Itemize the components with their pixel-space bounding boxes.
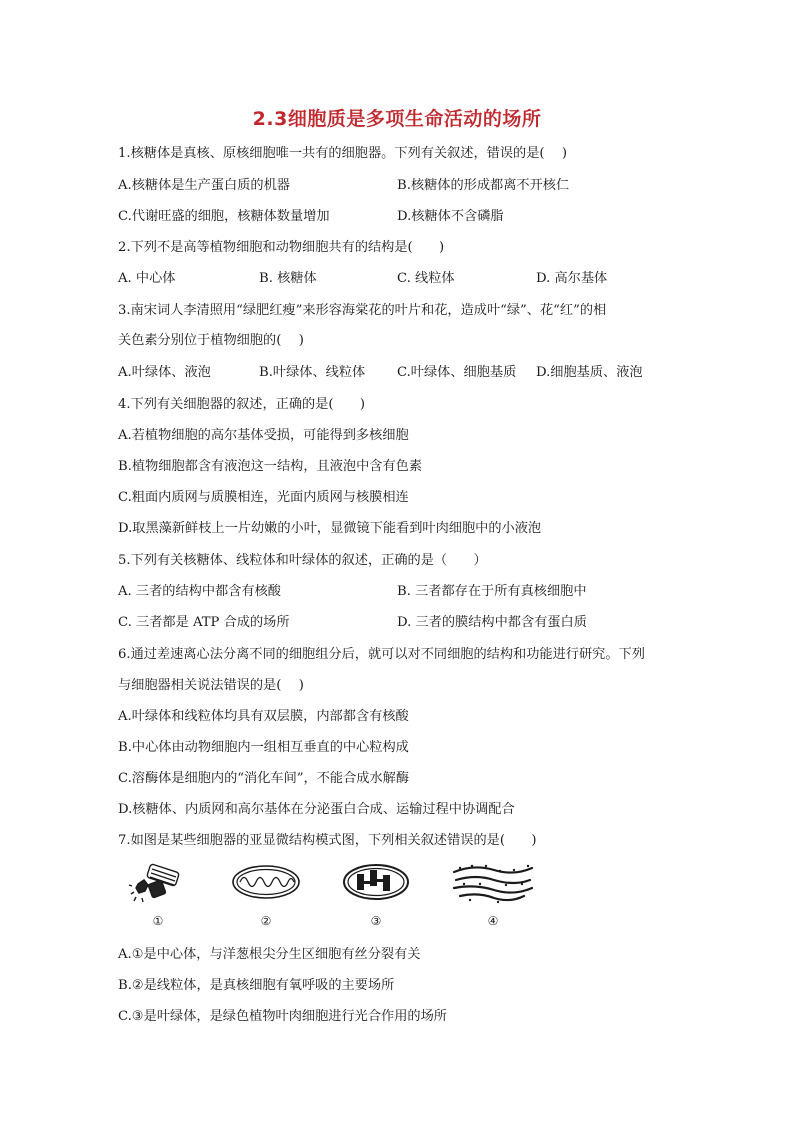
question-3-option-a: A.叶绿体、液泡 [118,365,211,380]
question-4-option-d: D.取黑藻新鲜枝上一片幼嫩的小叶，显微镜下能看到叶肉细胞中的小液泡 [118,521,542,536]
question-3-option-d: D.细胞基质、液泡 [536,365,643,380]
question-7-stem: 7.如图是某些细胞器的亚显微结构模式图，下列相关叙述错误的是( ) [118,833,537,848]
page-title: 2.3细胞质是多项生命活动的场所 [252,108,542,130]
centrosome-diagram [128,862,218,932]
question-4-option-a: A.若植物细胞的高尔基体受损，可能得到多核细胞 [118,428,409,443]
chloroplast-diagram [340,862,430,932]
question-5-stem: 5.下列有关核糖体、线粒体和叶绿体的叙述，正确的是（ ） [118,553,487,568]
question-7-option-a: A.①是中心体，与洋葱根尖分生区细胞有丝分裂有关 [118,947,421,962]
question-2-option-a: A. 中心体 [118,271,176,286]
organelle-figure [118,862,558,932]
question-5-option-d: D. 三者的膜结构中都含有蛋白质 [397,615,587,630]
question-5-option-b: B. 三者都存在于所有真核细胞中 [397,584,587,599]
question-6-option-b: B.中心体由动物细胞内一组相互垂直的中心粒构成 [118,740,409,755]
question-3-stem-line-1: 3.南宋词人李清照用“绿肥红瘦”来形容海棠花的叶片和花，造成叶“绿”、花“红”的相 [118,303,607,318]
mitochondrion-diagram [230,862,320,932]
question-5-option-c: C. 三者都是 ATP 合成的场所 [118,615,290,630]
question-3-stem-line-2: 关色素分别位于植物细胞的( ) [118,333,304,348]
question-6-option-a: A.叶绿体和线粒体均具有双层膜，内部都含有核酸 [118,709,409,724]
question-2-option-b: B. 核糖体 [259,271,317,286]
endoplasmic-reticulum-diagram [450,862,540,932]
question-6-option-c: C.溶酶体是细胞内的“消化车间”，不能合成水解酶 [118,771,410,786]
question-4-option-c: C.粗面内质网与质膜相连，光面内质网与核膜相连 [118,490,409,505]
figure-label-4: ④ [487,914,499,928]
figure-label-2: ② [260,914,272,928]
question-6-option-d: D.核糖体、内质网和高尔基体在分泌蛋白合成、运输过程中协调配合 [118,802,515,817]
question-1-option-c: C.代谢旺盛的细胞，核糖体数量增加 [118,209,330,224]
question-7-option-c: C.③是叶绿体，是绿色植物叶肉细胞进行光合作用的场所 [118,1009,447,1024]
question-2-stem: 2.下列不是高等植物细胞和动物细胞共有的结构是( ) [118,240,445,255]
question-7-option-b: B.②是线粒体，是真核细胞有氧呼吸的主要场所 [118,978,395,993]
question-3-option-c: C.叶绿体、细胞基质 [397,365,517,380]
question-1-stem: 1.核糖体是真核、原核细胞唯一共有的细胞器。下列有关叙述，错误的是( ) [118,146,568,161]
figure-label-1: ① [152,914,164,928]
question-6-stem-line-1: 6.通过差速离心法分离不同的细胞组分后，就可以对不同细胞的结构和功能进行研究。下列 [118,647,645,662]
question-5-option-a: A. 三者的结构中都含有核酸 [118,584,281,599]
question-1-option-d: D.核糖体不含磷脂 [397,209,504,224]
question-2-option-d: D. 高尔基体 [536,271,608,286]
question-3-option-b: B.叶绿体、线粒体 [259,365,366,380]
question-1-option-b: B.核糖体的形成都离不开核仁 [397,178,570,193]
question-4-option-b: B.植物细胞都含有液泡这一结构，且液泡中含有色素 [118,459,423,474]
question-6-stem-line-2: 与细胞器相关说法错误的是( ) [118,678,304,693]
question-4-stem: 4.下列有关细胞器的叙述，正确的是( ) [118,397,366,412]
question-1-option-a: A.核糖体是生产蛋白质的机器 [118,178,290,193]
figure-label-3: ③ [370,914,382,928]
question-2-option-c: C. 线粒体 [397,271,455,286]
